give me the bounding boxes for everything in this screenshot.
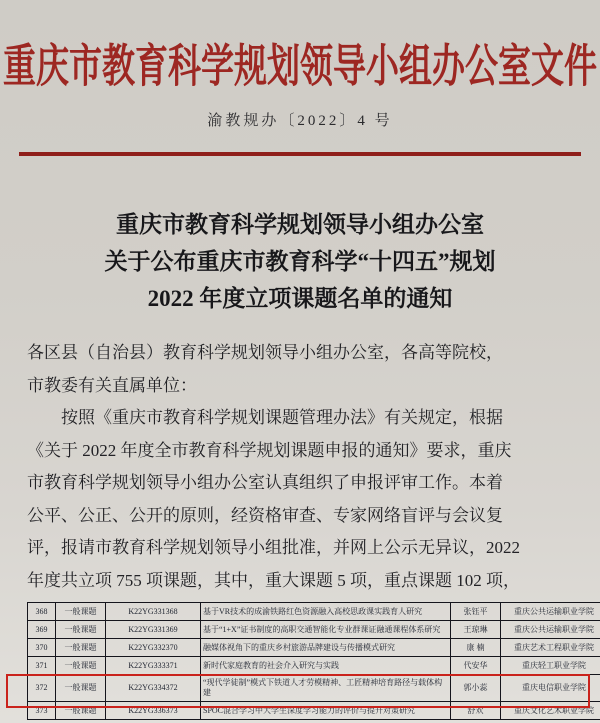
cell-unit: 重庆公共运输职业学院 — [501, 603, 600, 621]
table-row-highlighted — [28, 675, 600, 702]
cell-leader: 张钰平 — [451, 603, 501, 621]
cell-category: 一般课题 — [56, 657, 106, 675]
cell-number: 369 — [28, 621, 56, 639]
table-row — [28, 639, 600, 657]
cell-code: K22YG334372 — [106, 675, 201, 702]
cell-unit: 重庆轻工职业学院 — [501, 657, 600, 675]
table-row — [28, 621, 600, 639]
cell-category: 一般课题 — [56, 621, 106, 639]
cell-leader: 王琼琳 — [451, 621, 501, 639]
cell-number: 372 — [28, 675, 56, 702]
cell-code: K22YG336373 — [106, 702, 201, 720]
body-line: 《关于 2022 年度全市教育科学规划课题申报的通知》要求，重庆 — [27, 440, 512, 460]
cell-number: 368 — [28, 603, 56, 621]
project-table — [27, 602, 600, 720]
cell-leader: 郭小蕊 — [451, 675, 501, 702]
cell-number: 371 — [28, 657, 56, 675]
cell-category: 一般课题 — [56, 675, 106, 702]
doc-number: 渝教规办〔2022〕4 号 — [207, 113, 393, 129]
body-line: 市教委有关直属单位： — [27, 375, 197, 395]
cell-title: 融媒体视角下的重庆乡村旅游品牌建设与传播模式研究 — [201, 639, 451, 657]
cell-category: 一般课题 — [56, 603, 106, 621]
notice-title-line-3: 2022 年度立项课题名单的通知 — [147, 286, 453, 311]
cell-code: K22YG333371 — [106, 657, 201, 675]
cell-unit: 重庆电信职业学院 — [501, 675, 600, 702]
red-divider-line — [19, 152, 581, 156]
cell-unit: 重庆艺术工程职业学院 — [501, 639, 600, 657]
cell-leader: 代安华 — [451, 657, 501, 675]
cell-unit: 重庆文化艺术职业学院 — [501, 702, 600, 720]
body-line: 各区县（自治县）教育科学规划领导小组办公室，各高等院校， — [27, 343, 503, 362]
body-line: 按照《重庆市教育科学规划课题管理办法》有关规定，根据 — [61, 408, 503, 427]
cell-leader: 舒欢 — [451, 702, 501, 720]
cell-title: SPOC混合学习中大学生深度学习能力的评价与提升对策研究 — [201, 702, 451, 720]
body-line: 年度共立项 755 项课题，其中，重大课题 5 项，重点课题 102 项， — [27, 570, 520, 590]
body-line: 评，报请市教育科学规划领导小组批准，并网上公示无异议，2022 — [27, 538, 520, 557]
notice-title-line-1: 重庆市教育科学规划领导小组办公室 — [116, 212, 484, 237]
project-table-section — [0, 602, 600, 720]
cell-code: K22YG331368 — [106, 603, 201, 621]
red-header-title: 重庆市教育科学规划领导小组办公室文件 — [3, 42, 597, 93]
cell-title: 基于VR技术的成渝铁路红色资源融入高校思政课实践育人研究 — [201, 603, 451, 621]
table-row — [28, 657, 600, 675]
notice-title — [0, 206, 600, 317]
cell-code: K22YG332370 — [106, 639, 201, 657]
cell-unit: 重庆公共运输职业学院 — [501, 621, 600, 639]
cell-category: 一般课题 — [56, 639, 106, 657]
cell-number: 370 — [28, 639, 56, 657]
cell-leader: 康 楠 — [451, 639, 501, 657]
cell-title: 新时代家庭教育的社会介入研究与实践 — [201, 657, 451, 675]
cell-title: “现代学徒制”模式下铁道人才劳模精神、工匠精神培育路径与载体构建 — [201, 675, 451, 702]
body-text — [27, 337, 573, 597]
cell-code: K22YG331369 — [106, 621, 201, 639]
notice-title-line-2: 关于公布重庆市教育科学“十四五”规划 — [104, 249, 496, 274]
cell-category: 一般课题 — [56, 702, 106, 720]
table-row — [28, 702, 600, 720]
body-line: 市教育科学规划领导小组办公室认真组织了申报评审工作。本着 — [27, 473, 503, 492]
body-line: 公平、公正、公开的原则，经资格审查、专家网络盲评与会议复 — [27, 505, 503, 525]
cell-title: 基于“1+X”证书制度的高职交通智能化专业群课证融通课程体系研究 — [201, 621, 451, 639]
cell-number: 373 — [28, 702, 56, 720]
table-row — [28, 603, 600, 621]
